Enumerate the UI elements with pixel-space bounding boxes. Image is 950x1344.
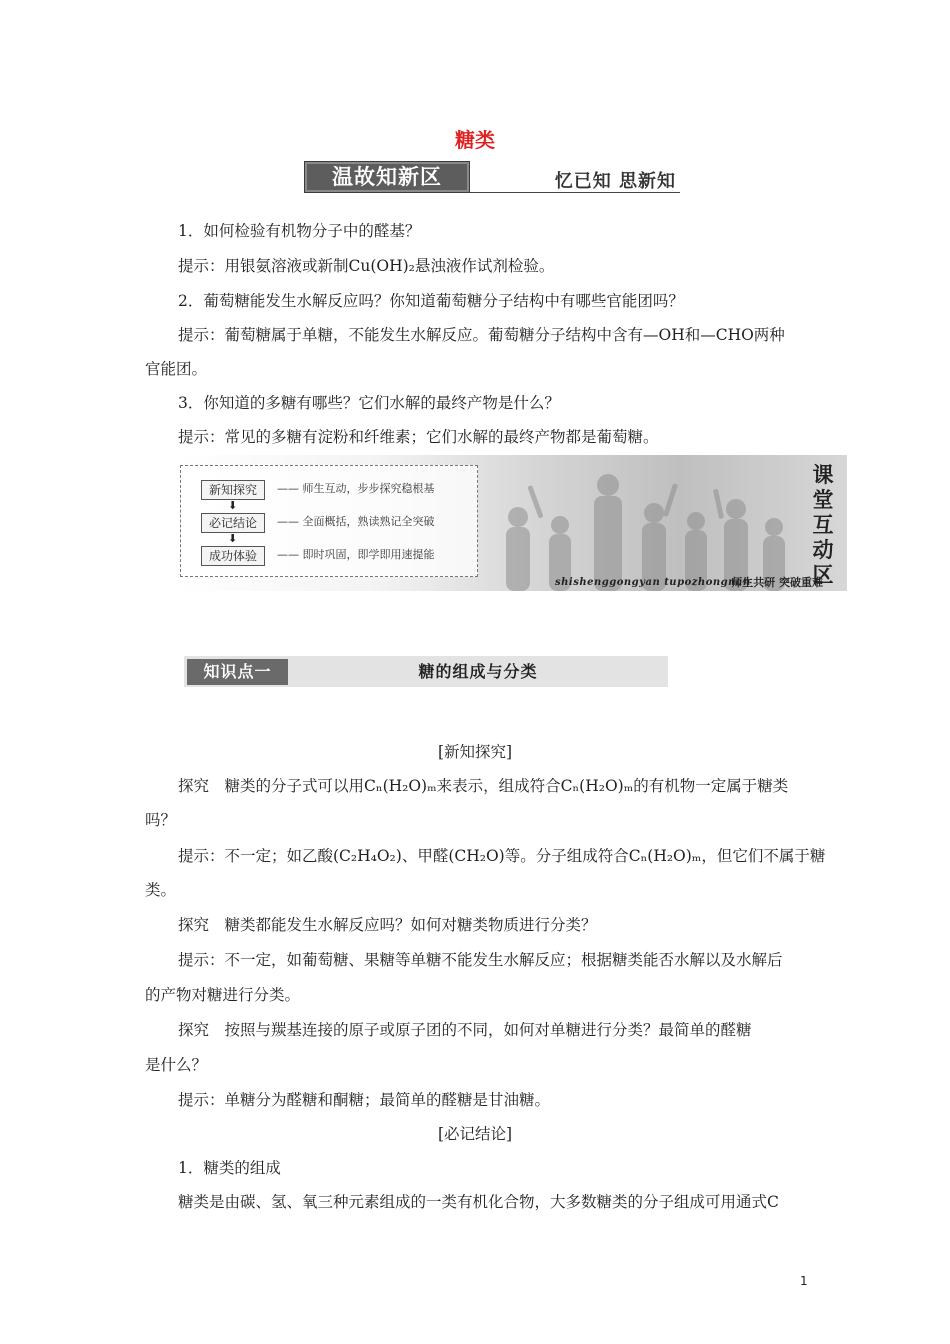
page-number: 1 [800, 1274, 808, 1288]
knowledge-point-title: 糖的组成与分类 [418, 662, 538, 681]
flow-step-1-desc: —— 师生互动，步步探究稳根基 [277, 482, 435, 495]
explore-2: 探究 糖类都能发生水解反应吗？如何对糖类物质进行分类？ [178, 916, 597, 934]
review-question-2: 2．葡萄糖能发生水解反应吗？你知道葡萄糖分子结构中有哪些官能团吗？ [178, 292, 684, 310]
classroom-title-char: 区 [812, 563, 834, 587]
review-answer-1: 提示：用银氨溶液或新制Cu(OH)₂悬浊液作试剂检验。 [178, 257, 555, 275]
hint-2-cont: 的产物对糖进行分类。 [145, 986, 301, 1004]
review-answer-3: 提示：常见的多糖有淀粉和纤维素；它们水解的最终产物都是葡萄糖。 [178, 428, 659, 446]
flow-step-1: 新知探究 [201, 480, 265, 500]
classroom-title-char: 动 [812, 538, 834, 562]
explore-3: 探究 按照与羰基连接的原子或原子团的不同，如何对单糖进行分类？最简单的醛糖 [178, 1021, 752, 1039]
classroom-pinyin: shishenggongyan tupozhongnan [555, 577, 751, 588]
page-title: 糖类 [455, 128, 495, 152]
flow-step-3: 成功体验 [201, 546, 265, 566]
flow-steps [180, 465, 478, 577]
flow-step-3-desc: —— 即时巩固，即学即用速提能 [277, 548, 435, 561]
hint-2: 提示：不一定，如葡萄糖、果糖等单糖不能发生水解反应；根据糖类能否水解以及水解后 [178, 951, 783, 969]
classroom-title [807, 463, 839, 588]
classroom-title-char: 课 [812, 463, 834, 487]
review-answer-2: 提示：葡萄糖属于单糖，不能发生水解反应。葡萄糖分子结构中含有—OH和—CHO两种 [178, 326, 785, 344]
section-heading-explore: [新知探究] [437, 743, 513, 761]
conclusion-item-1: 1．糖类的组成 [178, 1159, 281, 1177]
flow-step-2-desc: —— 全面概括，熟读熟记全突破 [277, 515, 435, 528]
review-banner-label: 温故知新区 [304, 161, 470, 193]
section-heading-conclusion: [必记结论] [437, 1125, 513, 1143]
classroom-photo [478, 455, 798, 591]
hint-1: 提示：不一定；如乙酸(C₂H₄O₂)、甲醛(CH₂O)等。分子组成符合Cₙ(H₂O)ₘ，但它们不属于糖 [178, 847, 826, 865]
classroom-title-char: 堂 [812, 488, 834, 512]
review-answer-2-cont: 官能团。 [145, 360, 208, 378]
flow-step-2: 必记结论 [201, 513, 265, 533]
classroom-banner [178, 455, 847, 591]
knowledge-point-banner [184, 656, 668, 687]
explore-1: 探究 糖类的分子式可以用Cₙ(H₂O)ₘ来表示，组成符合Cₙ(H₂O)ₘ的有机物一定属于糖类 [178, 777, 789, 795]
classroom-caption: 师生共研 突破重难 [731, 576, 823, 589]
arrow-down-icon: ⬇ [228, 532, 238, 545]
review-question-1: 1．如何检验有机物分子中的醛基？ [178, 222, 421, 240]
review-question-3: 3．你知道的多糖有哪些？它们水解的最终产物是什么？ [178, 394, 560, 412]
hint-1-cont: 类。 [145, 881, 177, 899]
explore-1-cont: 吗？ [145, 811, 177, 829]
arrow-down-icon: ⬇ [228, 499, 238, 512]
review-banner [304, 161, 680, 193]
conclusion-text-1: 糖类是由碳、氢、氧三种元素组成的一类有机化合物，大多数糖类的分子组成可用通式C [178, 1193, 779, 1211]
classroom-title-char: 互 [812, 513, 834, 537]
explore-3-cont: 是什么？ [145, 1056, 208, 1074]
knowledge-point-tag: 知识点一 [187, 659, 288, 685]
hint-3: 提示：单糖分为醛糖和酮糖；最简单的醛糖是甘油糖。 [178, 1091, 551, 1109]
review-banner-slogan: 忆已知 思新知 [554, 171, 676, 192]
